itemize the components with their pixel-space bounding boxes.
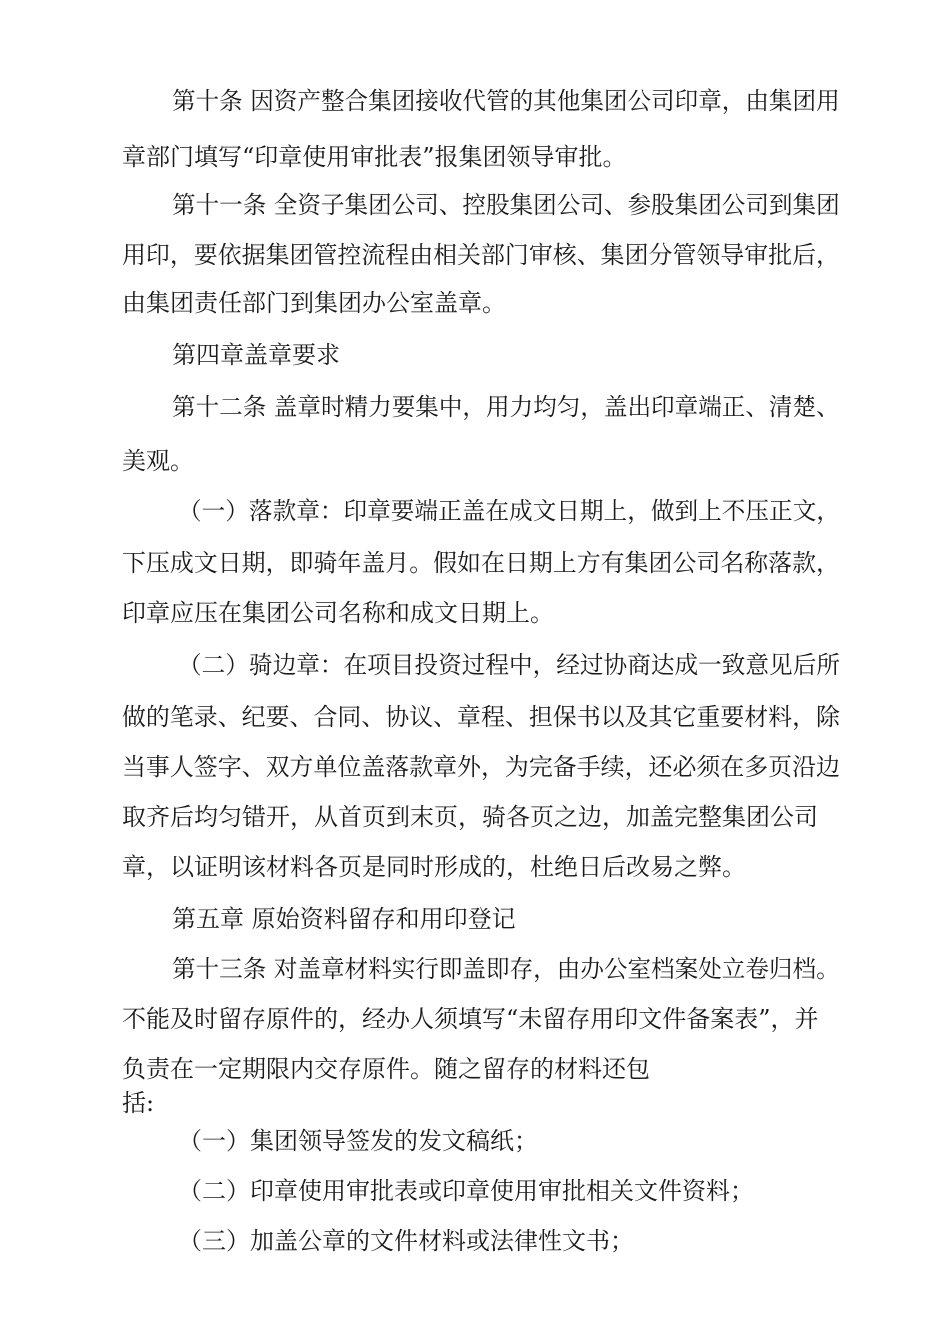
text-line: 由集团责任部门到集团办公室盖章。 xyxy=(122,289,506,317)
text-line: （二）骑边章：在项目投资过程中，经过协商达成一致意见后所 xyxy=(178,651,840,679)
text-line: 括: xyxy=(122,1089,155,1117)
text-line: 第十二条 盖章时精力要集中，用力均匀，盖出印章端正、清楚、 xyxy=(172,393,840,421)
list-item: （三）加盖公章的文件材料或法律性文书； xyxy=(178,1227,634,1255)
text-line: 下压成文日期，即骑年盖月。假如在日期上方有集团公司名称落款， xyxy=(122,549,840,577)
chapter-heading: 第五章 原始资料留存和用印登记 xyxy=(172,905,516,933)
text-line: 印章应压在集团公司名称和成文日期上。 xyxy=(122,599,554,627)
list-item: （二）印章使用审批表或印章使用审批相关文件资料； xyxy=(178,1177,754,1205)
text-line: 不能及时留存原件的，经办人须填写“未留存用印文件备案表”，并 xyxy=(122,1005,819,1033)
text-line: 章部门填写“印章使用审批表”报集团领导审批。 xyxy=(122,143,627,171)
text-line: 美观。 xyxy=(122,447,194,475)
text-line: 第十条 因资产整合集团接收代管的其他集团公司印章，由集团用 xyxy=(172,87,840,115)
text-line: 取齐后均匀错开，从首页到末页，骑各页之边，加盖完整集团公司 xyxy=(122,803,818,831)
text-line: 第十一条 全资子集团公司、控股集团公司、参股集团公司到集团 xyxy=(172,191,840,219)
text-line: 当事人签字、双方单位盖落款章外，为完备手续，还必须在多页沿边 xyxy=(122,753,840,781)
text-line: 做的笔录、纪要、合同、协议、章程、担保书以及其它重要材料，除 xyxy=(122,703,840,731)
text-line: 章，以证明该材料各页是同时形成的，杜绝日后改易之弊。 xyxy=(122,853,746,881)
text-line: 负责在一定期限内交存原件。随之留存的材料还包 xyxy=(122,1055,650,1083)
text-line: 第十三条 对盖章材料实行即盖即存，由办公室档案处立卷归档。 xyxy=(172,955,840,983)
text-line: 用印，要依据集团管控流程由相关部门审核、集团分管领导审批后， xyxy=(122,241,840,269)
text-line: （一）落款章：印章要端正盖在成文日期上，做到上不压正文， xyxy=(178,497,840,525)
list-item: （一）集团领导签发的发文稿纸； xyxy=(178,1127,538,1155)
chapter-heading: 第四章盖章要求 xyxy=(172,341,340,369)
